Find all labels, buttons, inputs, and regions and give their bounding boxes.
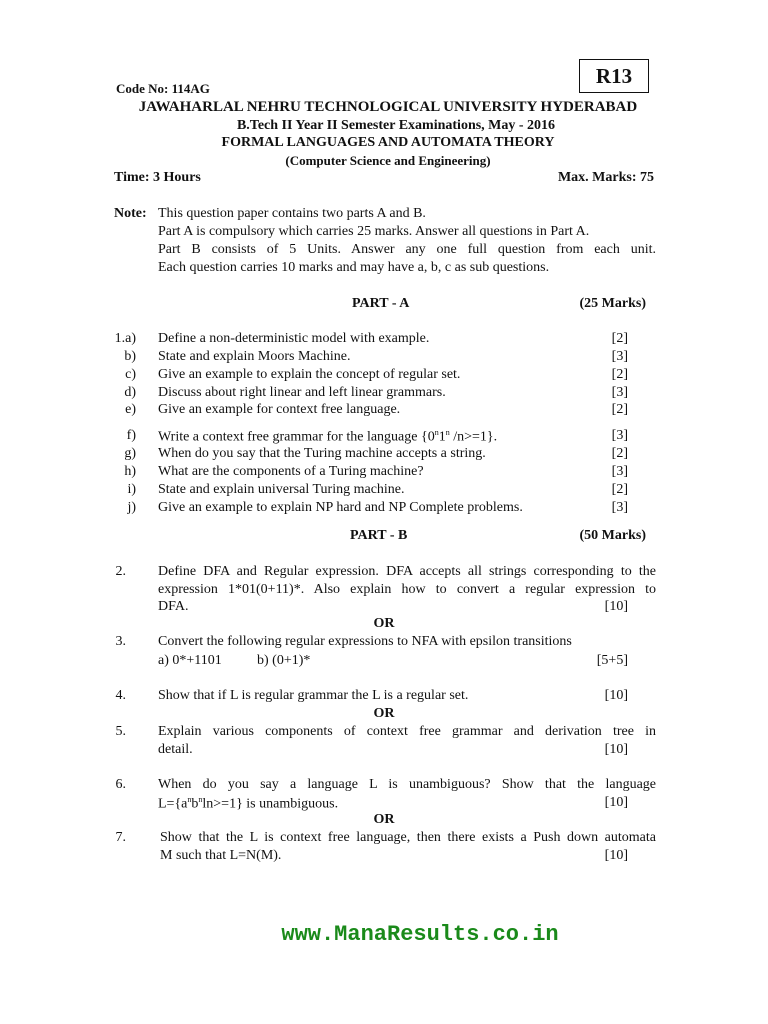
part-b-marks: (50 Marks) [579,528,646,543]
max-marks: Max. Marks: 75 [557,170,654,185]
question-marks: [3] [611,464,628,479]
question-text: Define a non-deterministic model with example. [158,331,430,346]
part-b-title: PART - B [350,528,408,543]
question-number: 5. [115,724,126,739]
note-line: This question paper contains two parts A and B. [158,206,426,221]
question-number: 6. [115,777,126,792]
question-number: 7. [115,830,126,845]
question-text: Give an example to explain the concept of regular set. [158,367,461,382]
part-a-title: PART - A [352,296,410,311]
time-limit: Time: 3 Hours [114,170,201,185]
question-text: detail. [158,742,193,757]
branch: (Computer Science and Engineering) [285,153,491,168]
or-separator: OR [373,616,395,631]
question-text: State and explain Moors Machine. [158,349,351,364]
or-separator: OR [373,812,395,827]
or-separator: OR [373,706,395,721]
question-number: i) [127,482,136,497]
exam-title: B.Tech II Year II Semester Examinations, May - 2016 [236,118,556,133]
subject-title: FORMAL LANGUAGES AND AUTOMATA THEORY [221,135,555,150]
website-watermark: www.ManaResults.co.in [281,922,559,947]
question-marks: [3] [611,500,628,515]
question-number: c) [125,367,136,382]
question-text: Show that the L is context free language, then there exists a Push down automata [160,830,656,845]
question-marks: [10] [604,599,628,614]
question-text: $L=\{a^nb^n\ln>=1\}$ is unambiguous. [158,795,339,812]
question-subpart: b) (0+1)* [257,653,311,668]
question-number: e) [125,402,136,417]
question-number: h) [124,464,136,479]
question-text: Explain various components of context free grammar and derivation tree in [158,724,656,739]
question-marks: [10] [604,848,628,863]
question-marks: [2] [611,482,628,497]
question-number: 1.a) [114,331,136,346]
question-text: When do you say that the Turing machine accepts a string. [158,446,486,461]
note-line: Each question carries 10 marks and may have a, b, c as sub questions. [158,260,550,275]
question-text: Define DFA and Regular expression. DFA accepts all strings corresponding to the [158,564,656,579]
question-number: f) [126,428,136,443]
question-number: j) [127,500,136,515]
question-text: M such that L=N(M). [160,848,282,863]
question-marks: [5+5] [596,653,628,668]
question-text: State and explain universal Turing machine. [158,482,405,497]
question-marks: [2] [611,446,628,461]
question-number: 3. [115,634,126,649]
question-number: g) [124,446,136,461]
question-marks: [10] [604,688,628,703]
question-text: Give an example for context free language. [158,402,401,417]
question-marks: [2] [611,367,628,382]
question-text: Give an example to explain NP hard and NP Complete problems. [158,500,523,515]
question-marks: [2] [611,402,628,417]
question-text: expression 1*01(0+11)*. Also explain how to convert a regular expression to [158,582,656,597]
note-line: Part B consists of 5 Units. Answer any one full question from each unit. [158,242,656,257]
question-number: 4. [115,688,126,703]
question-marks: [2] [611,331,628,346]
note-line: Part A is compulsory which carries 25 marks. Answer all questions in Part A. [158,224,590,239]
question-marks: [3] [611,385,628,400]
question-text: Show that if L is regular grammar the L is a regular set. [158,688,469,703]
university-name: JAWAHARLAL NEHRU TECHNOLOGICAL UNIVERSITY HYDERABAD [138,99,638,115]
question-marks: [3] [611,428,628,443]
question-marks: [10] [604,795,628,810]
question-text: What are the components of a Turing machine? [158,464,424,479]
question-text: Convert the following regular expressions to NFA with epsilon transitions [158,634,572,649]
question-text: When do you say a language L is unambiguous? Show that the language [158,777,656,792]
question-number: d) [124,385,136,400]
code-number: Code No: 114AG [116,81,210,96]
question-marks: [10] [604,742,628,757]
question-marks: [3] [611,349,628,364]
regulation-box: R13 [579,59,649,93]
question-number: b) [124,349,136,364]
question-text: Write a context free grammar for the language {0$^n$1$^n$ /n>=1}. [158,428,498,445]
part-a-marks: (25 Marks) [579,296,646,311]
question-number: 2. [115,564,126,579]
question-text: DFA. [158,599,189,614]
question-subpart: a) 0*+1101 [158,653,222,668]
question-text: Discuss about right linear and left linear grammars. [158,385,446,400]
note-label: Note: [114,206,147,221]
